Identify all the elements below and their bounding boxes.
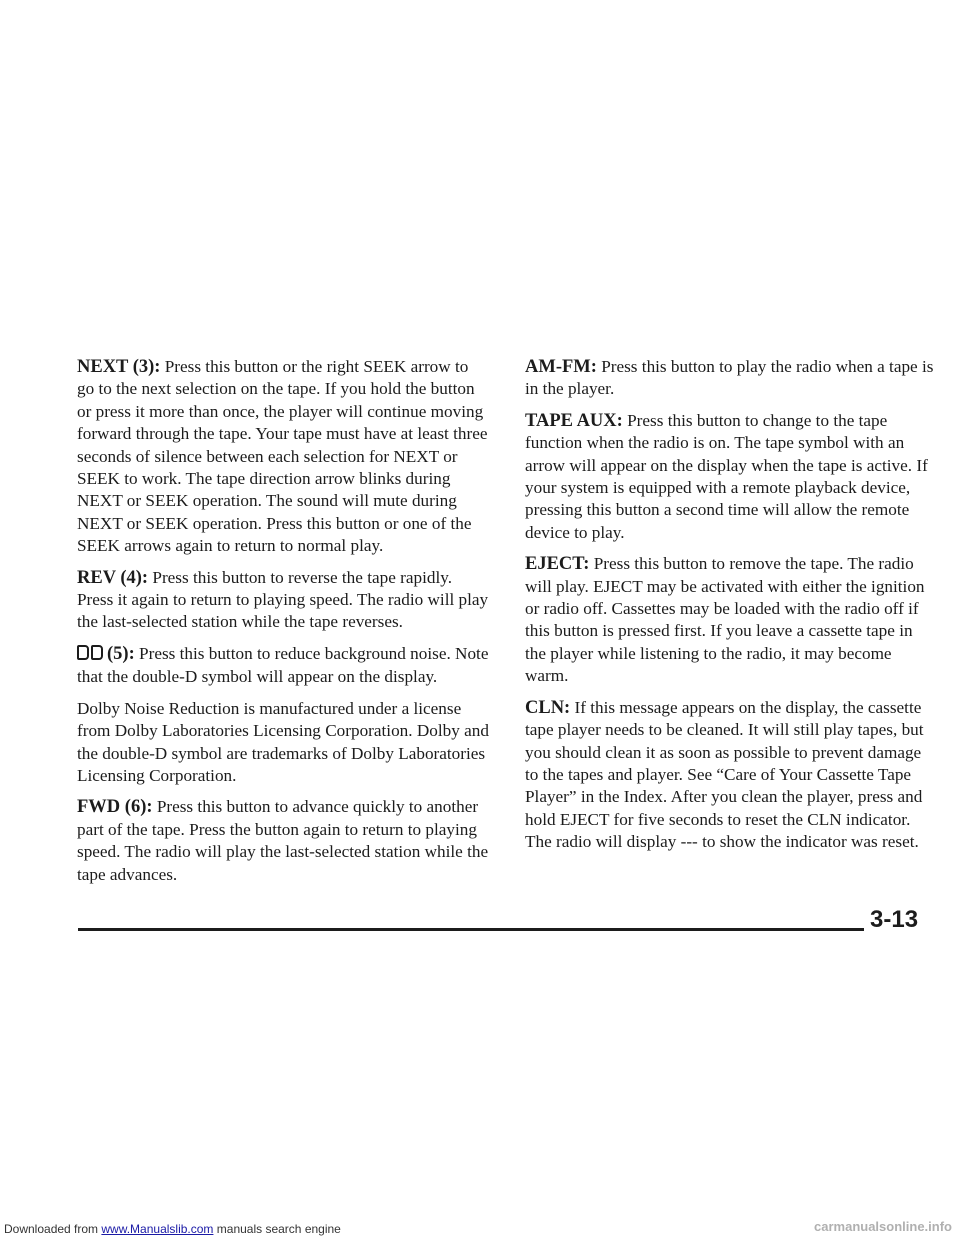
paragraph-next xyxy=(77,356,489,558)
paragraph-am-fm xyxy=(525,356,937,401)
paragraph-dolby-button xyxy=(77,643,489,689)
text-dolby-license: Dolby Noise Reduction is manufactured under a license from Dolby Laboratories Licensing Corporation. Dolby and the double-D symbol are trademarks of Dolby Laboratories Licensing Corporation. xyxy=(77,698,489,785)
footer-rule xyxy=(78,928,864,931)
manualslib-link[interactable]: www.Manualslib.com xyxy=(101,1222,214,1236)
text-next: Press this button or the right SEEK arrow to go to the next selection on the tape. If you hold the button or press it more than once, the player will continue moving forward through the tape. Your tape must have at least three seconds of silence between each selection for NEXT or SEEK to work. The tape direction arrow blinks during NEXT or SEEK operation. The sound will mute during NEXT or SEEK operation. Press this button or one of the SEEK arrows again to return to normal play. xyxy=(77,357,488,556)
download-prefix: Downloaded from xyxy=(4,1222,102,1236)
text-fwd: Press this button to advance quickly to another part of the tape. Press the button again to return to playing speed. The radio will play the last-selected station while the tape advances. xyxy=(77,797,489,884)
download-notice xyxy=(4,1222,341,1236)
text-rev: Press this button to reverse the tape rapidly. Press it again to return to playing speed. The radio will play the last-selected station while the tape reverses. xyxy=(77,567,489,632)
watermark-logo: carmanualsonline.info xyxy=(814,1219,952,1234)
paragraph-dolby-license xyxy=(77,698,489,788)
text-am-fm: Press this button to play the radio when a tape is in the player. xyxy=(525,357,934,399)
paragraph-tape-aux xyxy=(525,410,937,544)
label-am-fm: AM-FM: xyxy=(525,357,597,377)
label-next: NEXT (3): xyxy=(77,357,161,377)
paragraph-rev xyxy=(77,567,489,634)
dolby-double-d-icon xyxy=(77,644,105,666)
label-fwd: FWD (6): xyxy=(77,797,153,818)
text-cln: If this message appears on the display, the cassette tape player needs to be cleaned. It will still play tapes, but you should clean it as soon as possible to prevent damage to the tapes and player. See “Care of Your Cassette Tape Player” in the Index. After you clean the player, press and hold EJECT for five seconds to reset the CLN indicator. The radio will display --- to show the indicator was reset. xyxy=(525,697,924,852)
paragraph-fwd xyxy=(77,796,489,886)
text-dolby: Press this button to reduce background noise. Note that the double-D symbol will appear on the display. xyxy=(77,643,489,687)
label-eject: EJECT: xyxy=(525,554,590,575)
left-column xyxy=(77,356,489,895)
paragraph-eject xyxy=(525,553,937,687)
right-column xyxy=(525,356,937,863)
label-tape-aux: TAPE AUX: xyxy=(525,410,623,431)
download-suffix: manuals search engine xyxy=(213,1222,341,1236)
label-rev: REV (4): xyxy=(77,567,149,588)
page-number: 3-13 xyxy=(870,906,919,933)
text-eject: Press this button to remove the tape. The radio will play. EJECT may be activated with either the ignition or radio off. Cassettes may be loaded with the radio off if this button is pressed first. If you leave a cassette tape in the player while listening to the radio, it may become warm. xyxy=(525,554,925,686)
label-cln: CLN: xyxy=(525,697,571,718)
text-tape-aux: Press this button to change to the tape function when the radio is on. The tape symbol with an arrow will appear on the display when the tape is active. If your system is equipped with a remote playback device, pressing this button a second time will allow the remote device to play. xyxy=(525,410,928,542)
label-dolby: (5): xyxy=(107,643,135,664)
paragraph-cln xyxy=(525,697,937,854)
